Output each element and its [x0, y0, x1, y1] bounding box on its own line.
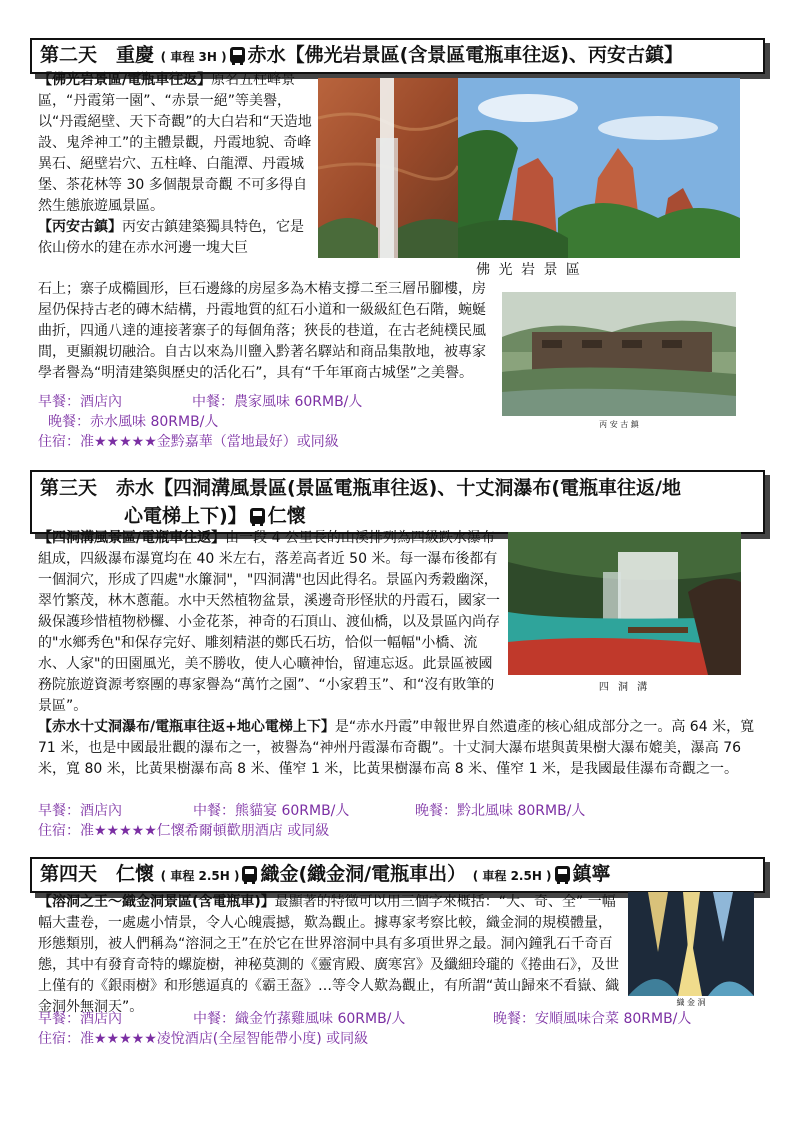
day4-zhijindong-title: 【溶洞之王～織金洞景區(含電瓶車)】: [38, 894, 275, 910]
day2-foguangyan-text: 【佛光岩景區/電瓶車往返】原名五柱峰景區，“丹霞第一園”、“赤景一絕”等美譽，以“丹霞絕壁、天下奇觀”的大白岩和“天造地設、鬼斧神工”的主體景觀，丹霞地貌、奇峰異石、絕壁岩穴、五柱峰、白龍潭、丹霞城堡、茶花林等 30 多個靚景奇觀 不可多得自然生態旅遊風景區。 【丙安古鎮】丙安古鎮建築獨具特色，它是依山傍水的建在赤水河邊一塊大巨: [38, 72, 312, 256]
day4-drive-time-2: ( 車程 2.5H ): [472, 869, 552, 883]
zhijindong-cave-photo: [628, 892, 754, 996]
day3-shizhangdong-text: 【赤水十丈洞瀑布/電瓶車往返+地心電梯上下】是“赤水丹霞”申報世界自然遺產的核心組成部分之一。高 64 米，寬 71 米，也是中國最壯觀的瀑布之一，被譽為“神州丹霞瀑布奇觀”。十丈洞大瀑布堪與黃果樹大瀑布媲美，瀑高 76 米，寬 80 米，比黃果樹瀑布高 8 米、僅窄 1 米，比黃果樹瀑布高 8 米、僅窄 1 米，是我國最佳瀑布奇觀之一。: [38, 719, 755, 777]
day2-hotel: 住宿：准★★★★★金黔嘉華（當地最好）或同級: [38, 434, 339, 450]
day4-photo-caption: 織 金 洞: [676, 998, 706, 1007]
day3-title-line2: 心電梯上下)】 仁懷: [124, 505, 306, 527]
day3-lunch: 中餐：熊貓宴 60RMB/人: [193, 803, 350, 819]
day2-bingan-title: 【丙安古鎮】: [38, 219, 122, 235]
day2-dinner: 晚餐：赤水風味 80RMB/人: [48, 414, 219, 430]
bus-icon: [242, 866, 257, 882]
day4-destination: 鎮寧: [572, 863, 611, 885]
bus-icon: [250, 508, 265, 524]
day4-lunch: 中餐：織金竹蓀雞風味 60RMB/人: [193, 1011, 406, 1027]
bus-icon: [230, 47, 245, 63]
day2-header: [30, 38, 765, 74]
foguangyan-waterfall-photo: [318, 78, 458, 258]
day4-day-label: 第四天: [40, 863, 98, 885]
day3-dinner: 晚餐：黔北風味 80RMB/人: [415, 803, 586, 819]
day3-shizhangdong-title: 【赤水十丈洞瀑布/電瓶車往返+地心電梯上下】: [38, 719, 335, 735]
day3-photo-caption: 四 洞 溝: [598, 682, 651, 693]
day3-header: [30, 470, 765, 534]
day2-breakfast: 早餐：酒店內: [38, 394, 122, 410]
day4-dinner: 晚餐：安順風味合菜 80RMB/人: [493, 1011, 692, 1027]
day4-breakfast: 早餐：酒店內: [38, 1011, 122, 1027]
foguangyan-peaks-photo: [458, 78, 740, 258]
day2-photo-caption-foguangyan: 佛 光 岩 景 區: [476, 262, 582, 278]
day4-hotel: 住宿：准★★★★★凌悅酒店(全屋智能帶小度) 或同級: [38, 1031, 369, 1047]
day4-zhijindong-text: 【溶洞之王～織金洞景區(含電瓶車)】最顯著的特徵可以用三個字來概括：“大、奇、全” 一幅幅大畫卷，一處處小情景，令人心魄震撼，歎為觀止。據專家考察比較，織金洞的規模體量，形態類別，被人們稱為“溶洞之王”在於它在世界溶洞中具有多項世界之最。洞內鐘乳石千奇百態，其中有發育奇特的螺旋樹，神秘莫測的《靈宵殿、廣寒宮》及纖細玲瓏的《捲曲石》，及世上僅有的《銀雨樹》和形態逼真的《霸王盔》…等令人歎為觀止，有所謂“黃山歸來不看嶽、織金洞外無洞天”。: [38, 894, 620, 1015]
day3-destination: 仁懷: [267, 505, 306, 527]
day2-day-label: 第二天: [40, 44, 98, 66]
day4-header: [30, 857, 765, 893]
day2-origin: 重慶: [116, 44, 155, 66]
day2-lunch: 中餐：農家風味 60RMB/人: [192, 394, 363, 410]
day2-drive-time: ( 車程 3H ): [160, 50, 227, 64]
day2-photo-caption-bingan: 丙 安 古 鎮: [599, 420, 639, 429]
day2-route: 赤水【佛光岩景區(含景區電瓶車往返)、丙安古鎮】: [247, 44, 683, 66]
day4-stop: 織金(織金洞/電瓶車出）: [260, 863, 467, 885]
sidonggou-waterfall-photo: [508, 532, 741, 675]
day3-title-line1: 第三天 赤水【四洞溝風景區(景區電瓶車往返)、十丈洞瀑布(電瓶車往返/地: [40, 477, 681, 499]
day2-bingan-text: 石上；寨子成橢圓形，巨石邊緣的房屋多為木樁支撐二至三層吊腳樓，房屋仍保持古老的磚木結構，丹霞地質的紅石小道和一級級紅色石階，蜿蜒曲折，四通八達的連接著寨子的每個角落；狹長的巷道，在古老純樸民風間，更顯親切融洽。自古以來為川鹽入黔著名驛站和商品集散地，被專家學者譽為“明清建築與歷史的活化石”，具有“千年軍商古城堡”之美譽。: [38, 281, 486, 381]
bus-icon: [555, 866, 570, 882]
day3-hotel: 住宿：准★★★★★仁懷希爾頓歡朋酒店 或同級: [38, 823, 330, 839]
day4-origin: 仁懷: [116, 863, 155, 885]
day3-breakfast: 早餐：酒店內: [38, 803, 122, 819]
day2-foguangyan-title: 【佛光岩景區/電瓶車往返】: [38, 72, 212, 88]
day3-sidonggou-title: 【四洞溝風景區/電瓶車往返】: [38, 530, 226, 546]
day4-drive-time-1: ( 車程 2.5H ): [160, 869, 240, 883]
bingan-town-photo: [502, 292, 736, 416]
day3-sidonggou-text: 【四洞溝風景區/電瓶車往返】由一段 4 公里長的山溪排列為四級跌水瀑布組成，四級瀑布瀑寬均在 40 米左右，落差高者近 50 米。每一瀑布後都有一個洞穴，形成了四處"水簾洞"，"四洞溝"也因此得名。景區內秀穀幽深，翠竹繁茂，林木蔥蘢。水中天然植物盆景，溪邊奇形怪狀的丹霞石，國家一級保護珍惜植物桫欏、小金花茶，神奇的石頂山、渡仙橋，以及景區內尚存的"水鄉秀色"和保存完好、雕刻精湛的鄭氏石坊，恰似一幅幅"小橋、流水、人家"的田園風光，美不勝收，使人心曠神怡，留連忘返。此景區被國務院旅遊資源考察團的專家譽為“萬竹之園”、“小家碧玉”、和“沒有敗筆的景區”。: [38, 530, 500, 714]
